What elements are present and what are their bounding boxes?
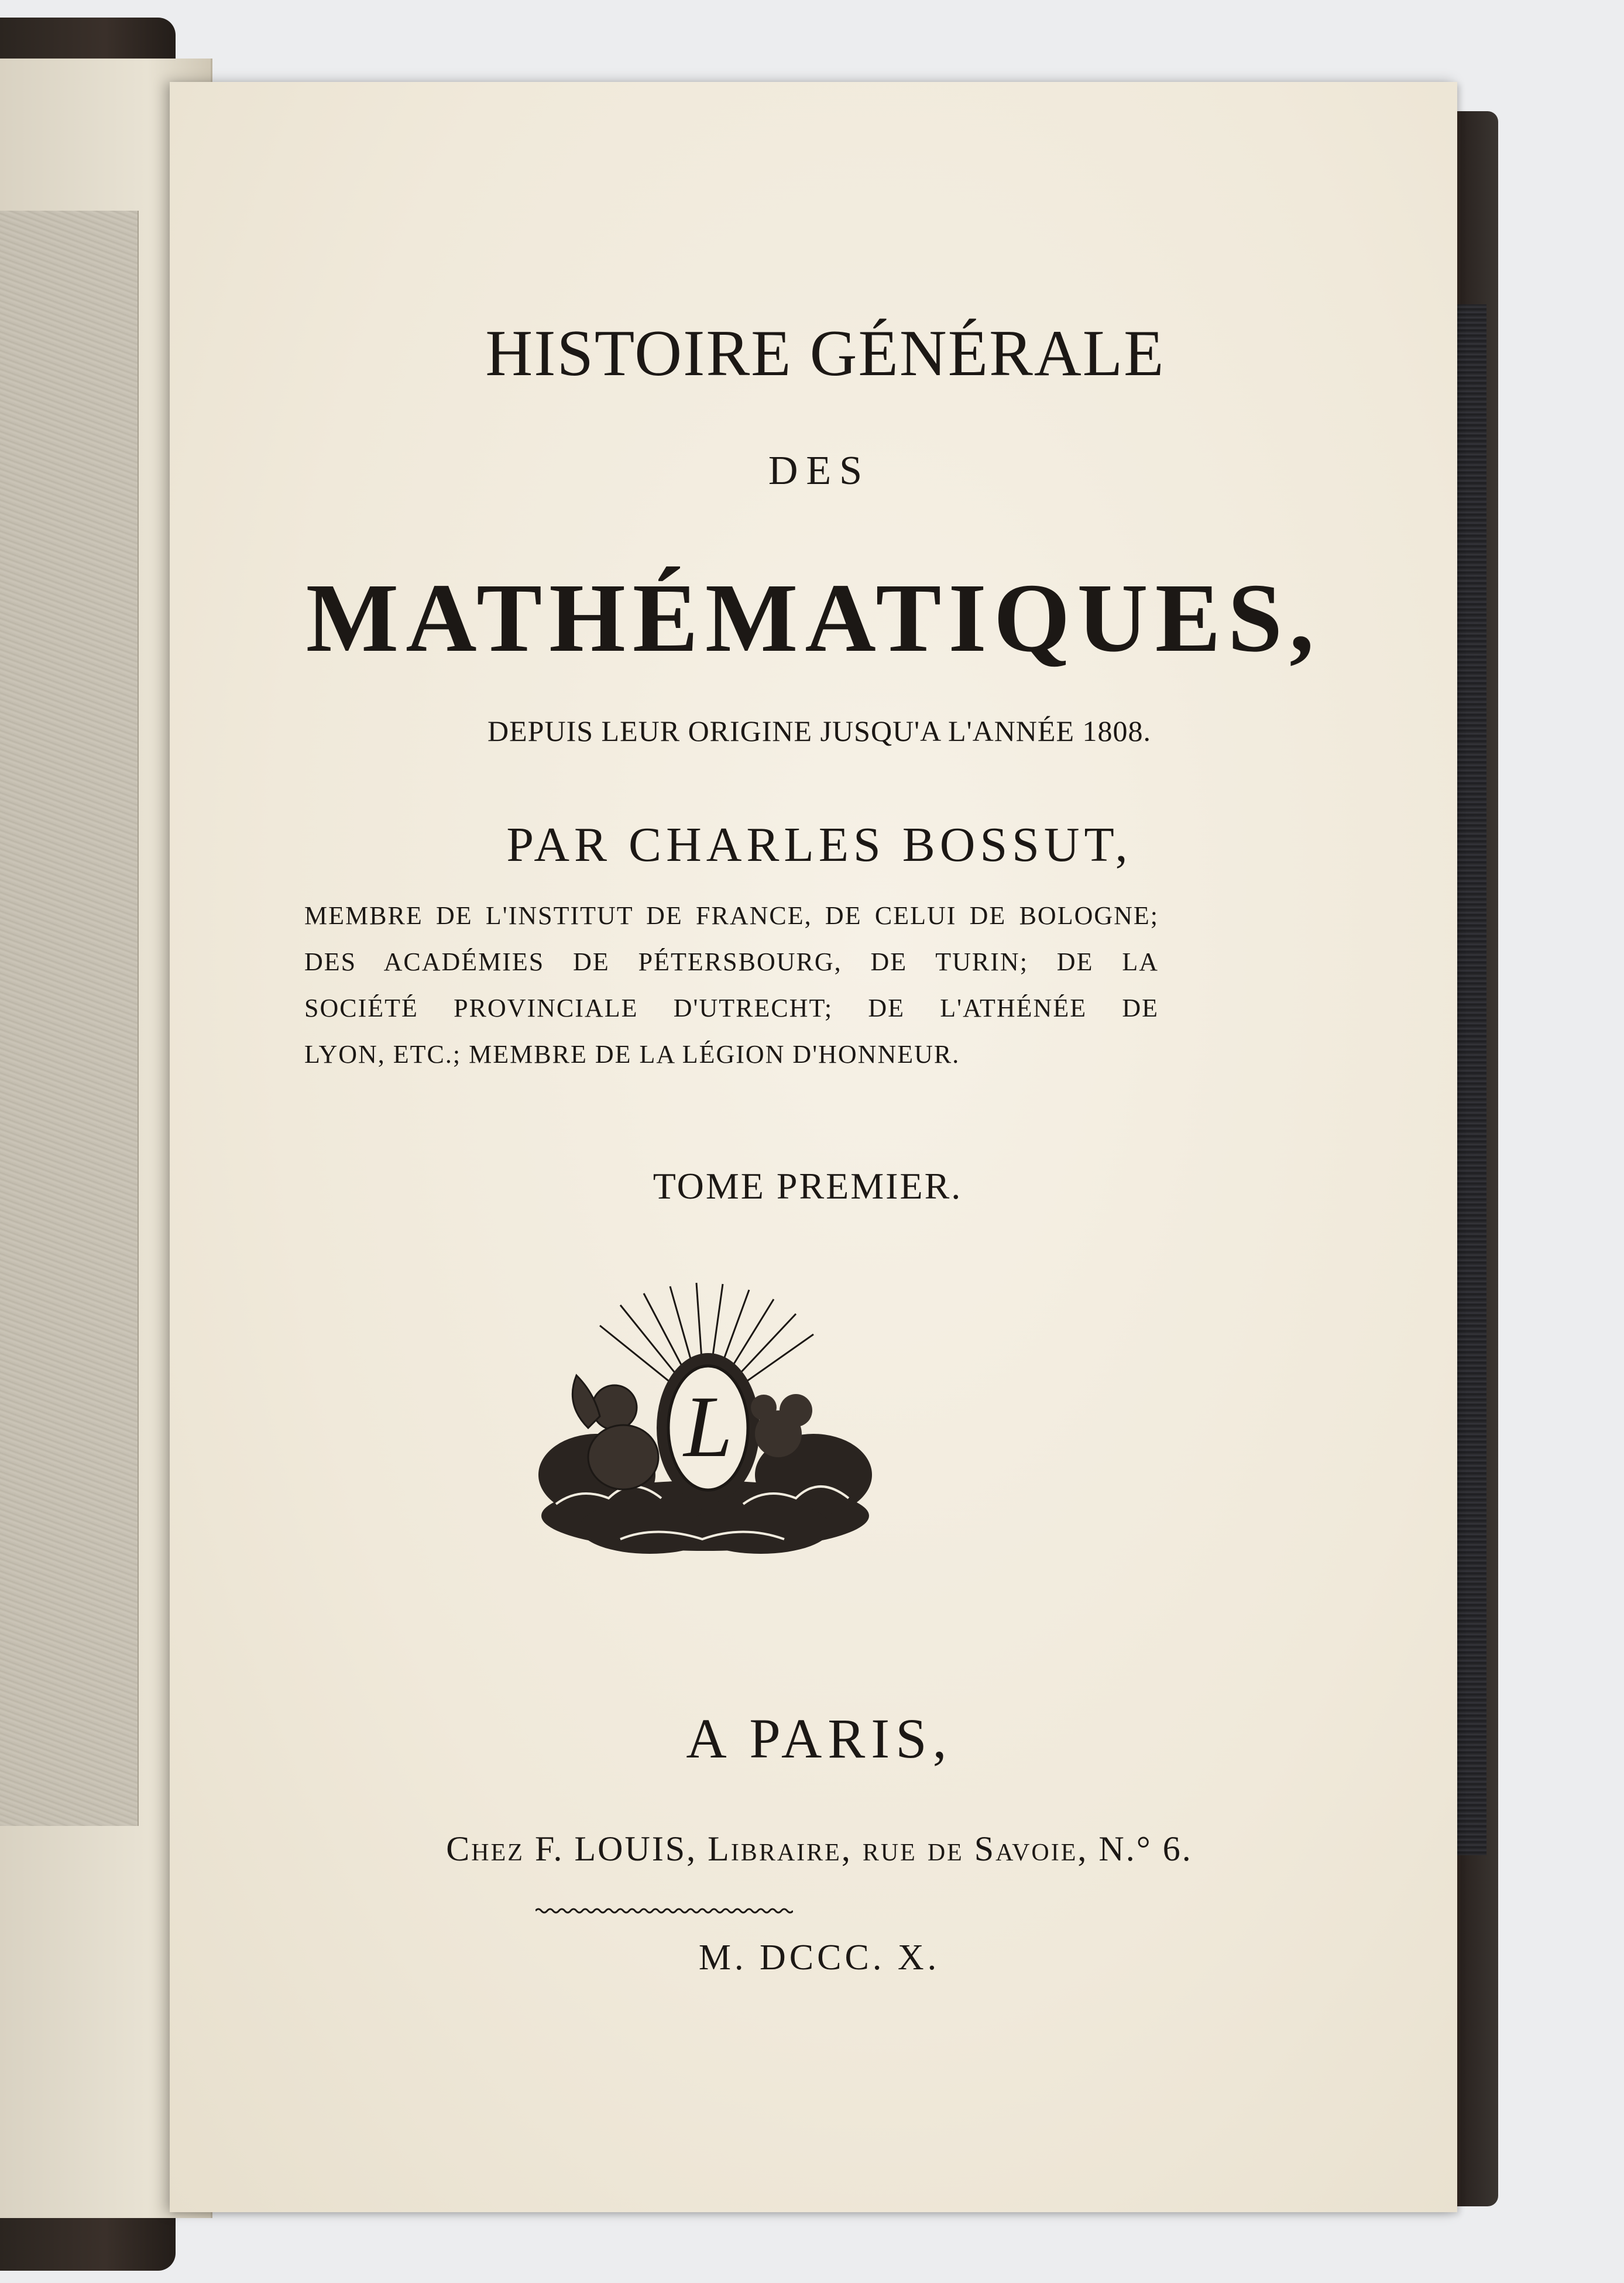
publisher-line: Chez F. LOUIS, Libraire, rue de Savoie, N.° 6. (446, 1829, 1193, 1868)
credentials-line: MEMBRE DE L'INSTITUT DE FRANCE, DE CELUI DE BOLOGNE; (304, 901, 1159, 930)
credentials-line: SOCIÉTÉ PROVINCIALE D'UTRECHT; DE L'ATHÉNÉE DE (304, 994, 1159, 1022)
printers-device-emblem-icon (533, 1282, 878, 1563)
credentials-line: LYON, ETC.; MEMBRE DE LA LÉGION D'HONNEUR. (304, 1040, 960, 1069)
svg-text:L: L (684, 1378, 733, 1475)
author-credentials (304, 892, 1159, 1077)
imprint-place: A PARIS, (686, 1707, 953, 1770)
author-line: PAR CHARLES BOSSUT, (506, 818, 1132, 872)
volume-label: TOME PREMIER. (653, 1165, 963, 1207)
title-line-2: DES (768, 448, 871, 493)
decorative-rule (535, 1907, 793, 1915)
title-line-1: HISTOIRE GÉNÉRALE (485, 317, 1165, 390)
title-main: MATHÉMATIQUES, (305, 564, 1321, 672)
credentials-line: DES ACADÉMIES DE PÉTERSBOURG, DE TURIN; DE LA (304, 947, 1159, 976)
imprint-date: M. DCCC. X. (698, 1938, 940, 1978)
frontispiece-plate (0, 211, 139, 1826)
title-page (170, 82, 1457, 2212)
subtitle: DEPUIS LEUR ORIGINE JUSQU'A L'ANNÉE 1808. (487, 715, 1151, 747)
